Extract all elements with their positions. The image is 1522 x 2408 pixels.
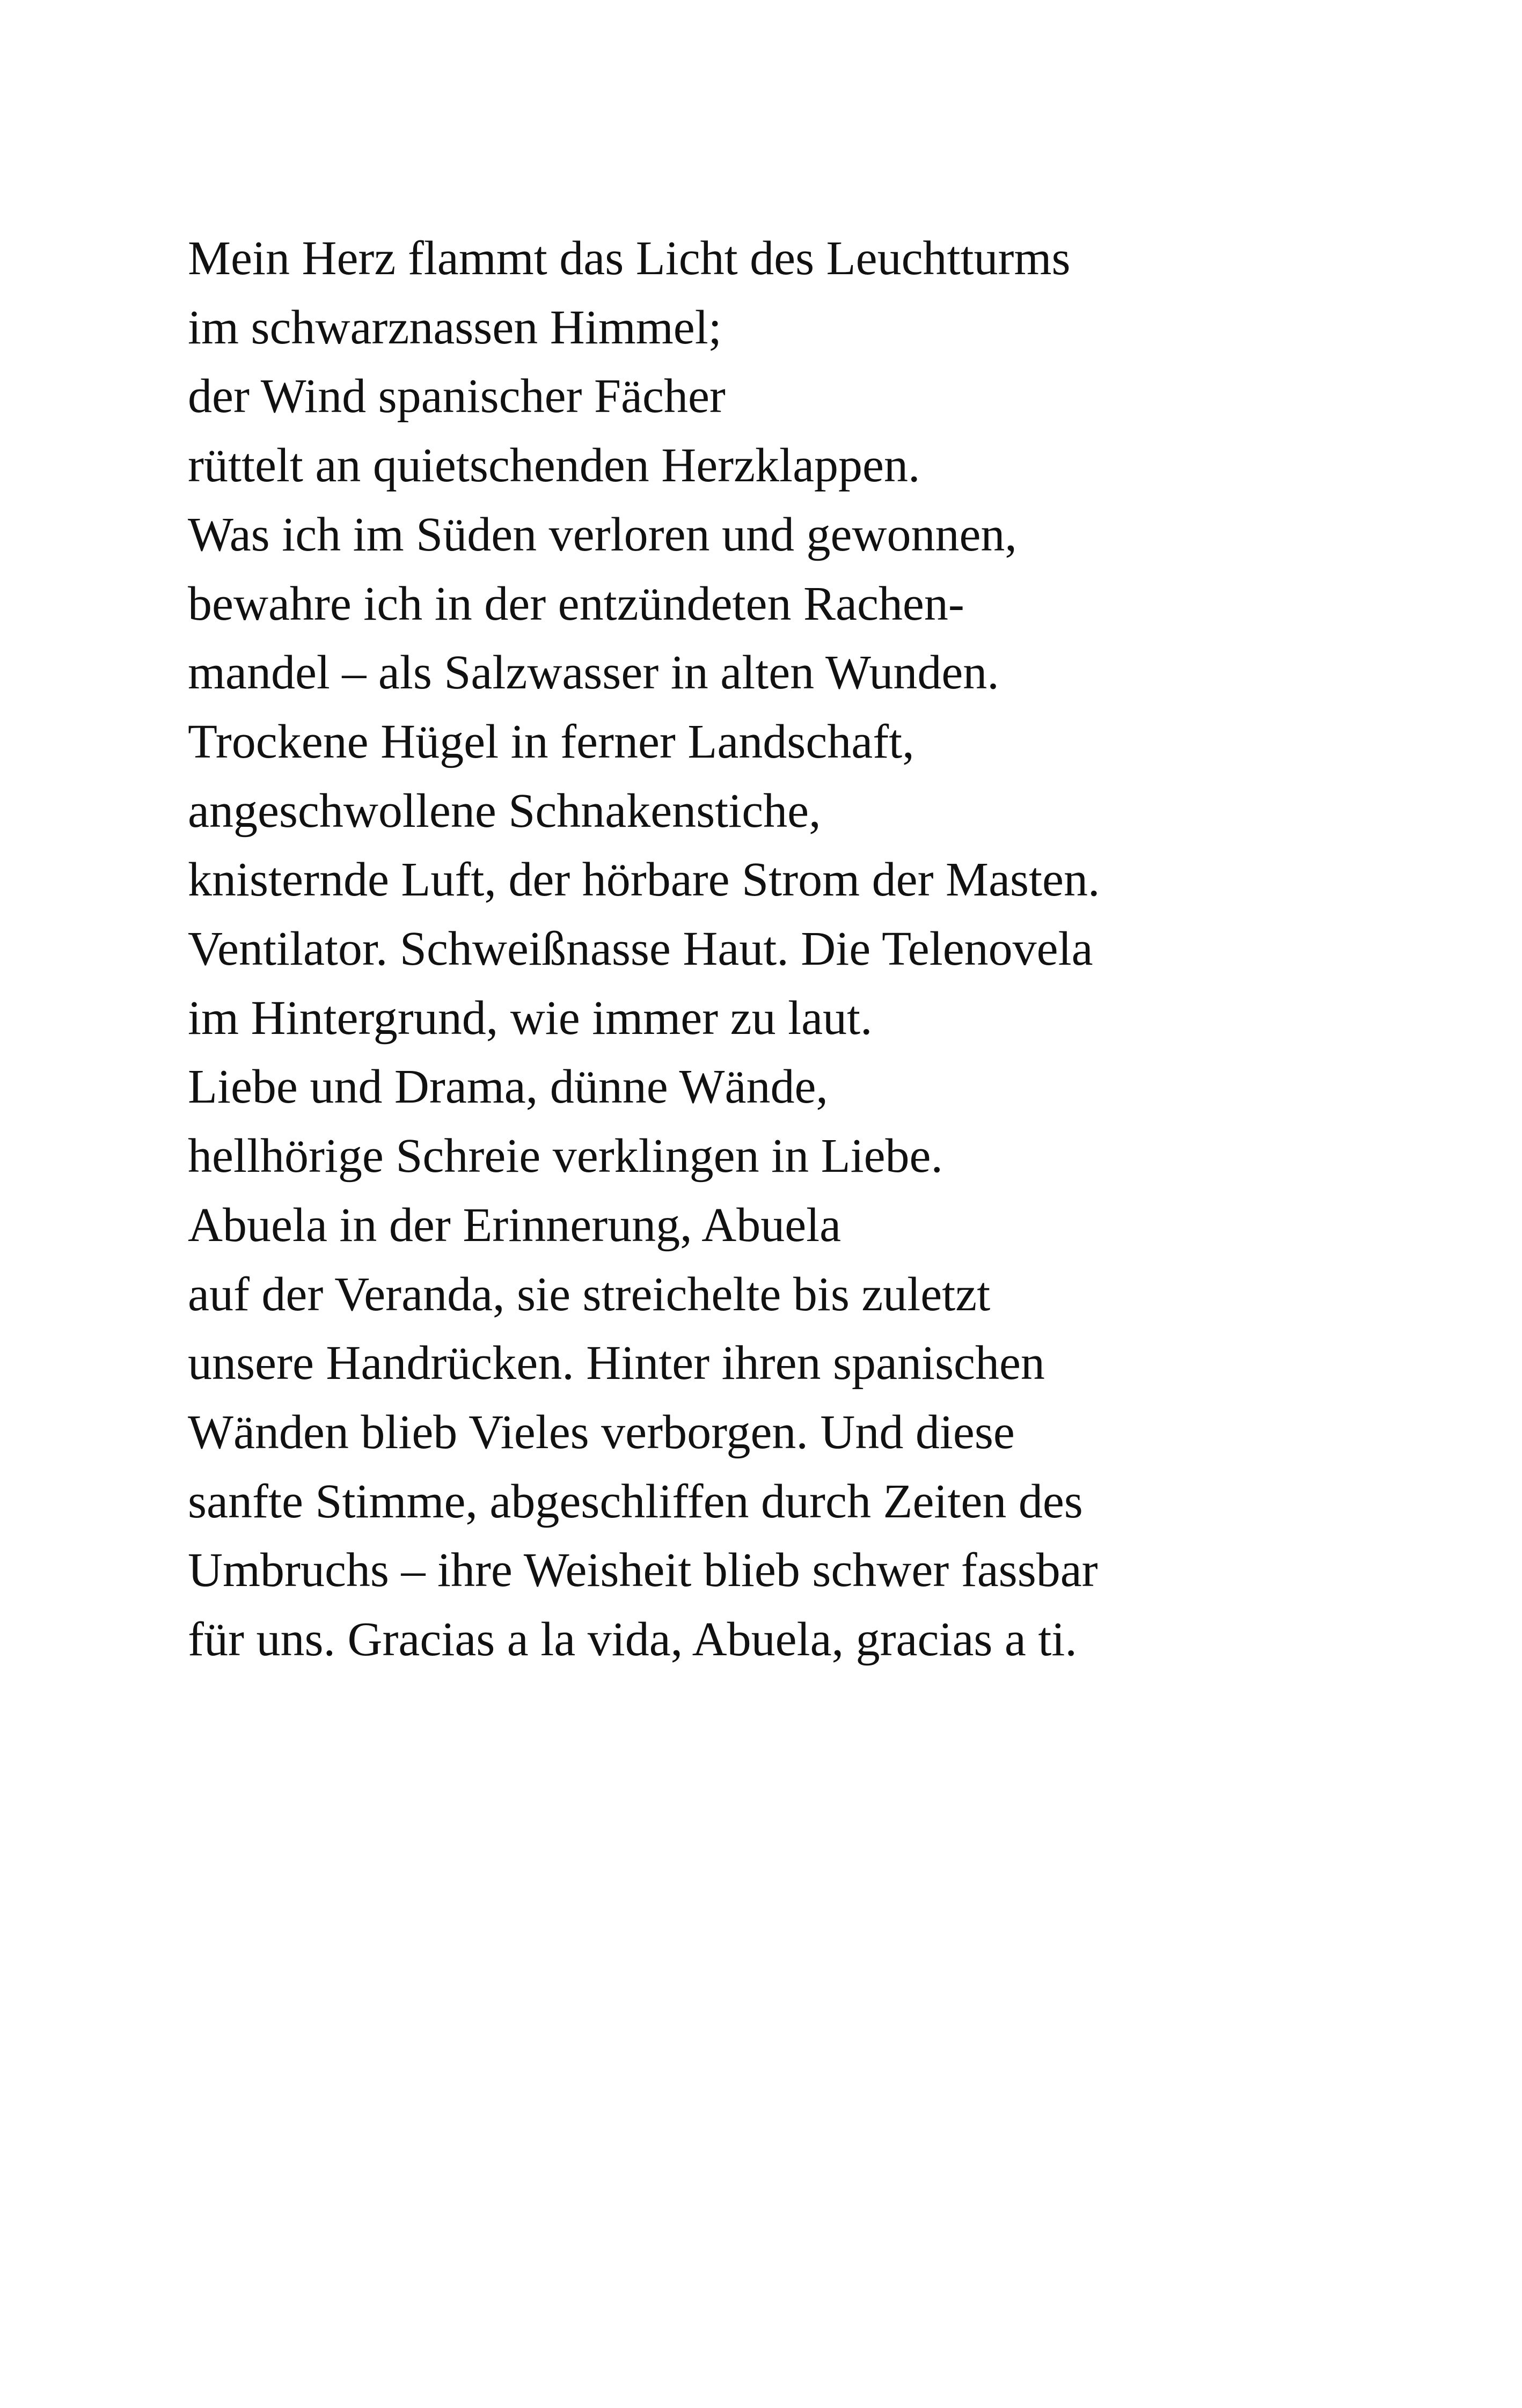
- poem-line: Ventilator. Schweißnasse Haut. Die Telenovela: [188, 922, 1093, 976]
- poem-line: für uns. Gracias a la vida, Abuela, gracias a ti.: [188, 1613, 1077, 1666]
- poem-line: der Wind spanischer Fächer: [188, 370, 726, 423]
- poem-line: im schwarznassen Himmel;: [188, 300, 722, 354]
- poem-line: Was ich im Süden verloren und gewonnen,: [188, 508, 1017, 561]
- poem-line: hellhörige Schreie verklingen in Liebe.: [188, 1129, 943, 1183]
- poem-line: Mein Herz flammt das Licht des Leuchtturms: [188, 232, 1071, 285]
- poem-text: [188, 224, 1422, 1675]
- poem-line: sanfte Stimme, abgeschliffen durch Zeiten des: [188, 1474, 1083, 1528]
- poem-line: Abuela in der Erinnerung, Abuela: [188, 1198, 842, 1252]
- poem-line: unsere Handrücken. Hinter ihren spanischen: [188, 1337, 1045, 1390]
- poem-line: angeschwollene Schnakenstiche,: [188, 784, 821, 838]
- poem-line: knisternde Luft, der hörbare Strom der Masten.: [188, 853, 1100, 907]
- poem-line: Trockene Hügel in ferner Landschaft,: [188, 715, 914, 768]
- poem-line: mandel – als Salzwasser in alten Wunden.: [188, 646, 999, 700]
- poem-line: Umbruchs – ihre Weisheit blieb schwer fassbar: [188, 1544, 1098, 1597]
- poem-line: auf der Veranda, sie streichelte bis zuletzt: [188, 1267, 991, 1321]
- poem-line: Wänden blieb Vieles verborgen. Und diese: [188, 1405, 1015, 1459]
- poem-line: Liebe und Drama, dünne Wände,: [188, 1060, 828, 1114]
- poem-line: bewahre ich in der entzündeten Rachen-: [188, 577, 964, 630]
- poem-line: rüttelt an quietschenden Herzklappen.: [188, 439, 920, 493]
- poem-line: im Hintergrund, wie immer zu laut.: [188, 991, 873, 1045]
